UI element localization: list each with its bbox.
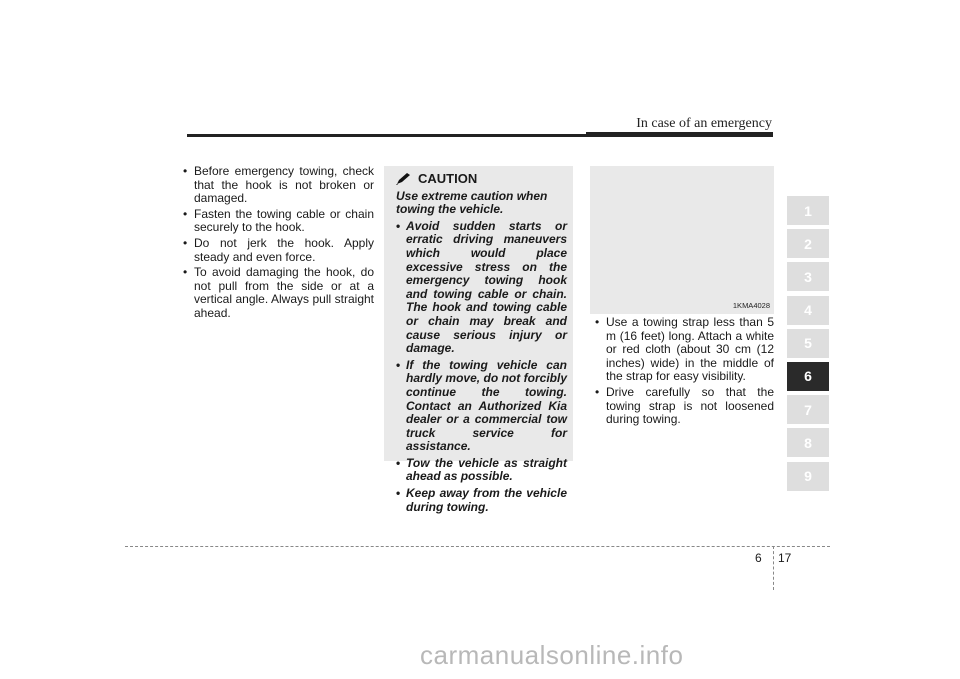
caution-box [384, 166, 573, 514]
chapter-tab-7[interactable]: 7 [787, 395, 829, 424]
chapter-tab-3[interactable]: 3 [787, 262, 829, 291]
footer-rule [125, 546, 830, 547]
footer-divider [773, 546, 774, 590]
chapter-tab-9[interactable]: 9 [787, 462, 829, 491]
list-item: • Tow the vehicle as straight ahead as possible. [396, 457, 567, 484]
list-item: • If the towing vehicle can hardly move, do not forcibly continue the towing. Contact an Authorized Kia dealer or a commercial tow truck service for assistance. [396, 359, 567, 454]
list-item: • Drive carefully so that the towing strap is not loosened during towing. [594, 386, 774, 427]
right-column [594, 316, 774, 429]
section-title: In case of an emergency [636, 116, 772, 131]
chapter-tab-6[interactable]: 6 [787, 362, 829, 391]
caution-heading: CAUTION [418, 171, 478, 186]
chapter-tab-5[interactable]: 5 [787, 329, 829, 358]
right-bullet-list [594, 316, 774, 427]
chapter-tab-1[interactable]: 1 [787, 196, 829, 225]
watermark: carmanualsonline.info [420, 640, 684, 670]
left-bullet-list [182, 165, 374, 321]
caution-intro: Use extreme caution when towing the vehicle. [396, 188, 548, 217]
list-item: • Fasten the towing cable or chain securely to the hook. [182, 208, 374, 235]
list-item: • Use a towing strap less than 5 m (16 feet) long. Attach a white or red cloth (about 30 cm (12 inches) wide) in the middle of the strap for easy visibility. [594, 316, 774, 384]
chapter-tab-8[interactable]: 8 [787, 428, 829, 457]
left-column [182, 165, 374, 323]
figure-placeholder [590, 166, 774, 314]
figure-code: 1KMA4028 [732, 301, 770, 310]
page-chapter-number: 6 [755, 551, 762, 565]
caution-header [396, 172, 567, 186]
chapter-tab-2[interactable]: 2 [787, 229, 829, 258]
header-rule-accent [586, 132, 773, 137]
list-item: • Avoid sudden starts or erratic driving maneuvers which would place excessive stress on the emergency towing hook and towing cable or chain. The hook and towing cable or chain may break and cause serious injury or damage. [396, 220, 567, 356]
list-item: • To avoid damaging the hook, do not pull from the side or at a vertical angle. Always pull straight ahead. [182, 266, 374, 320]
pencil-icon [396, 173, 412, 185]
page-number: 17 [778, 551, 792, 565]
chapter-tab-4[interactable]: 4 [787, 296, 829, 325]
list-item: • Before emergency towing, check that the hook is not broken or damaged. [182, 165, 374, 206]
list-item: • Do not jerk the hook. Apply steady and even force. [182, 237, 374, 264]
chapter-tabs [787, 196, 829, 495]
caution-bullet-list [396, 220, 567, 514]
list-item: • Keep away from the vehicle during towing. [396, 487, 567, 514]
